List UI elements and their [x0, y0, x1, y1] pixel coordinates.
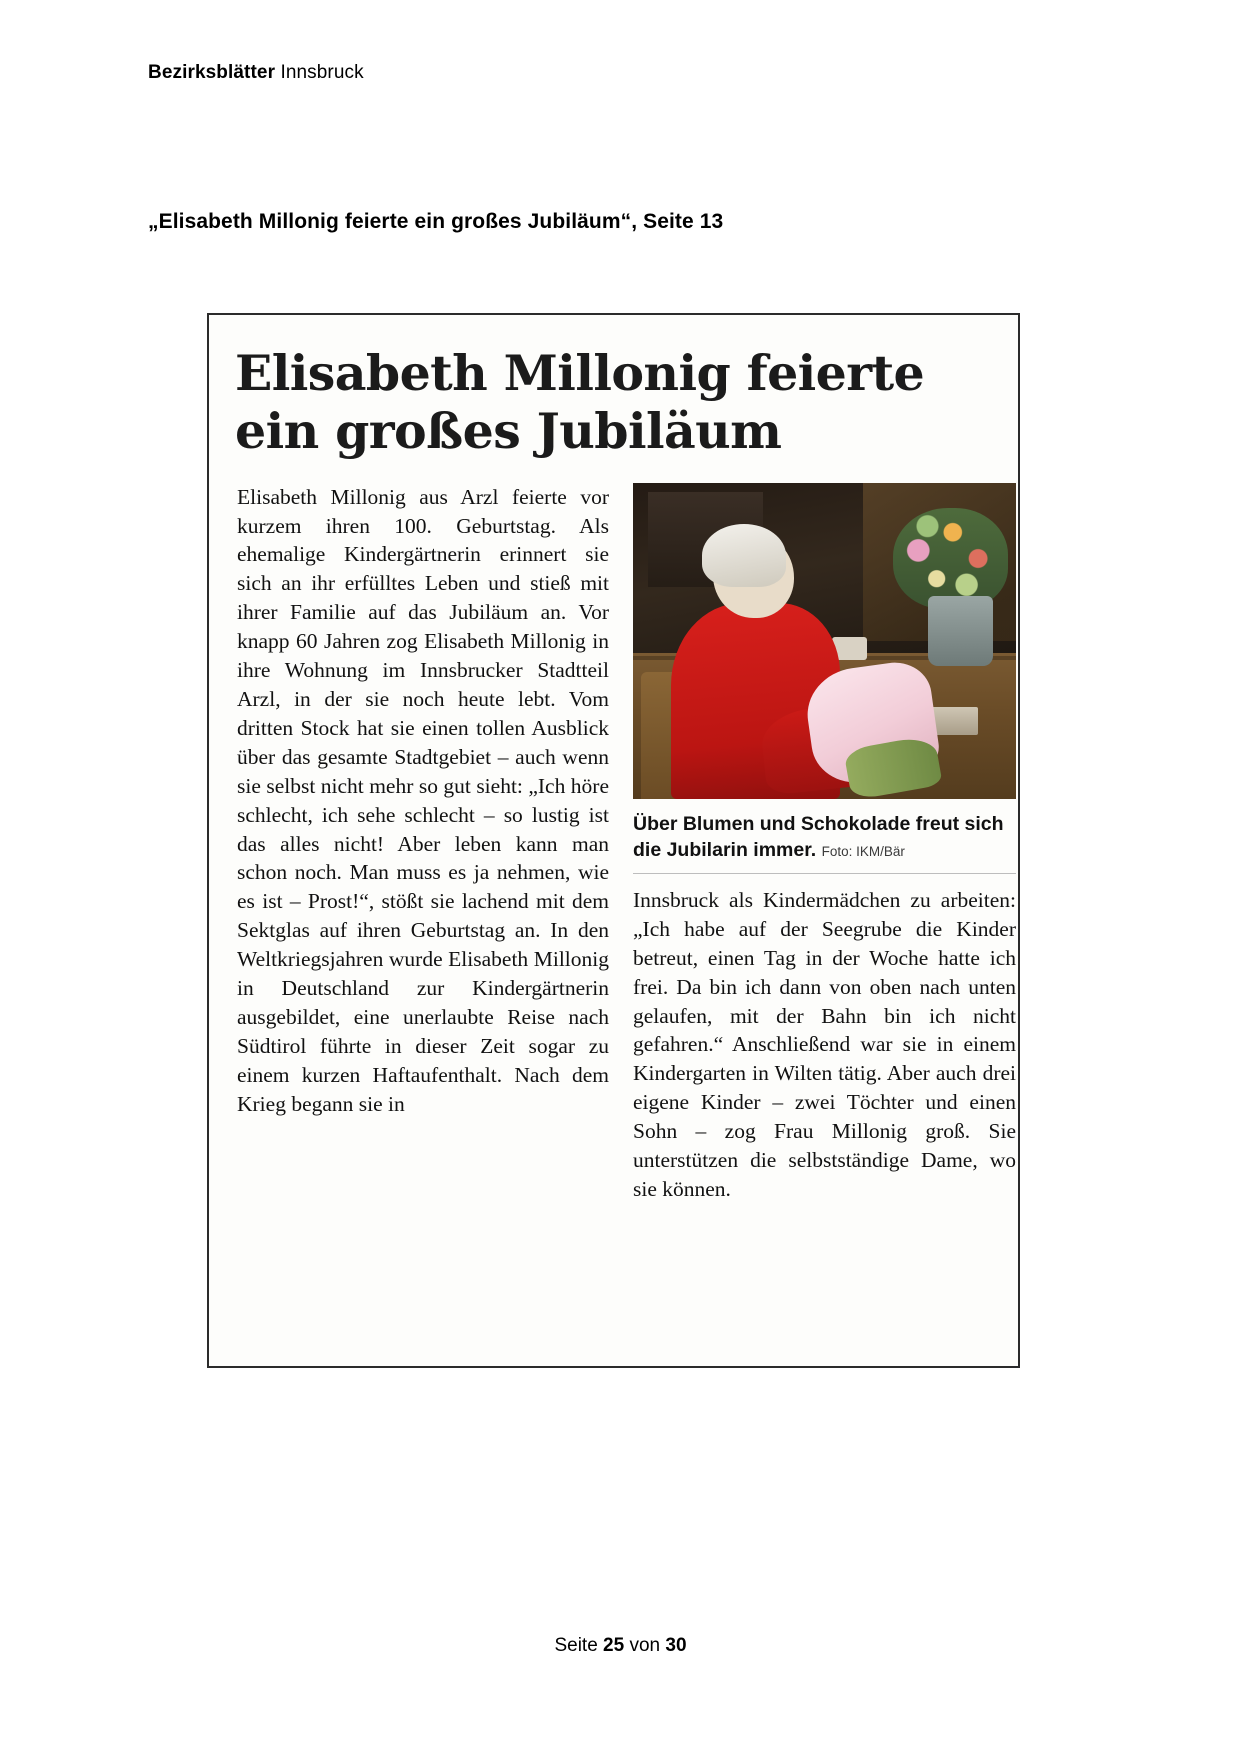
photo-caption-text: Über Blumen und Schokolade freut sich die Jubilarin immer.	[633, 812, 1004, 861]
headline-line-1: Elisabeth Millonig feierte	[235, 344, 925, 402]
photo-credit: Foto: IKM/Bär	[821, 843, 905, 859]
photo-flower-bouquet	[893, 508, 1008, 609]
photo-scene	[633, 483, 1016, 799]
article-column-right: Innsbruck als Kindermädchen zu arbeiten: „Ich habe auf der Seegrube die Kinder betreut, einen Tag in der Woche hatte ich frei. Da bin ich dann von oben nach unten gelaufen, mit der Bahn bin ich nicht gefahren.“ Anschließend war sie in einem Kindergarten in Wilten tätig. Aber auch drei eigene Kinder – zwei Töchter und einen Sohn – zog Frau Millonig groß. Sie unterstützen die selbstständige Dame, wo sie können.	[633, 887, 1016, 1201]
photo-person-hair	[702, 524, 786, 587]
caption-divider	[633, 873, 1016, 874]
newspaper-clipping	[207, 313, 1020, 1368]
page-footer	[0, 1635, 1241, 1657]
document-header	[148, 62, 364, 84]
photo-caption	[633, 811, 1016, 863]
article-column-right-area	[633, 483, 1016, 1204]
article-photo	[633, 483, 1016, 799]
photo-vase	[928, 596, 993, 666]
footer-total-pages: 30	[665, 1635, 687, 1656]
article-column-left: Elisabeth Millonig aus Arzl feierte vor kurzem ihren 100. Geburtstag. Als ehemalige Kindergärtnerin erinnert sie sich an ihr erfülltes Leben und stieß mit ihrer Familie auf das Jubiläum an. Vor knapp 60 Jahren zog Elisabeth Millonig in ihre Wohnung im Innsbrucker Stadtteil Arzl, in der sie noch heute lebt. Vom dritten Stock hat sie einen tollen Ausblick über das gesamte Stadtgebiet – auch wenn sie selbst nicht mehr so gut sieht: „Ich höre schlecht, ich sehe schlecht – so lustig ist das alles nicht! Aber leben kann man schon noch. Man muss es ja nehmen, wie es ist – Prost!“, stößt sie lachend mit dem Sektglas auf ihren Geburtstag an. In den Weltkriegsjahren wurde Elisabeth Millonig in Deutschland zur Kindergärtnerin ausgebildet, eine unerlaubte Reise nach Südtirol führte in dieser Zeit sogar zu einem kurzen Haftaufenthalt. Nach dem Krieg begann sie in	[237, 484, 609, 1116]
publication-edition: Innsbruck	[280, 62, 364, 83]
article-reference: „Elisabeth Millonig feierte ein großes Jubiläum“, Seite 13	[148, 210, 724, 233]
publication-name: Bezirksblätter	[148, 62, 276, 83]
clipping-headline	[235, 345, 992, 461]
footer-current-page: 25	[603, 1635, 625, 1656]
clipping-body	[235, 483, 1016, 1343]
footer-prefix: Seite	[554, 1635, 598, 1656]
footer-middle: von	[629, 1635, 661, 1656]
headline-line-2: ein großes Jubiläum	[235, 401, 782, 460]
